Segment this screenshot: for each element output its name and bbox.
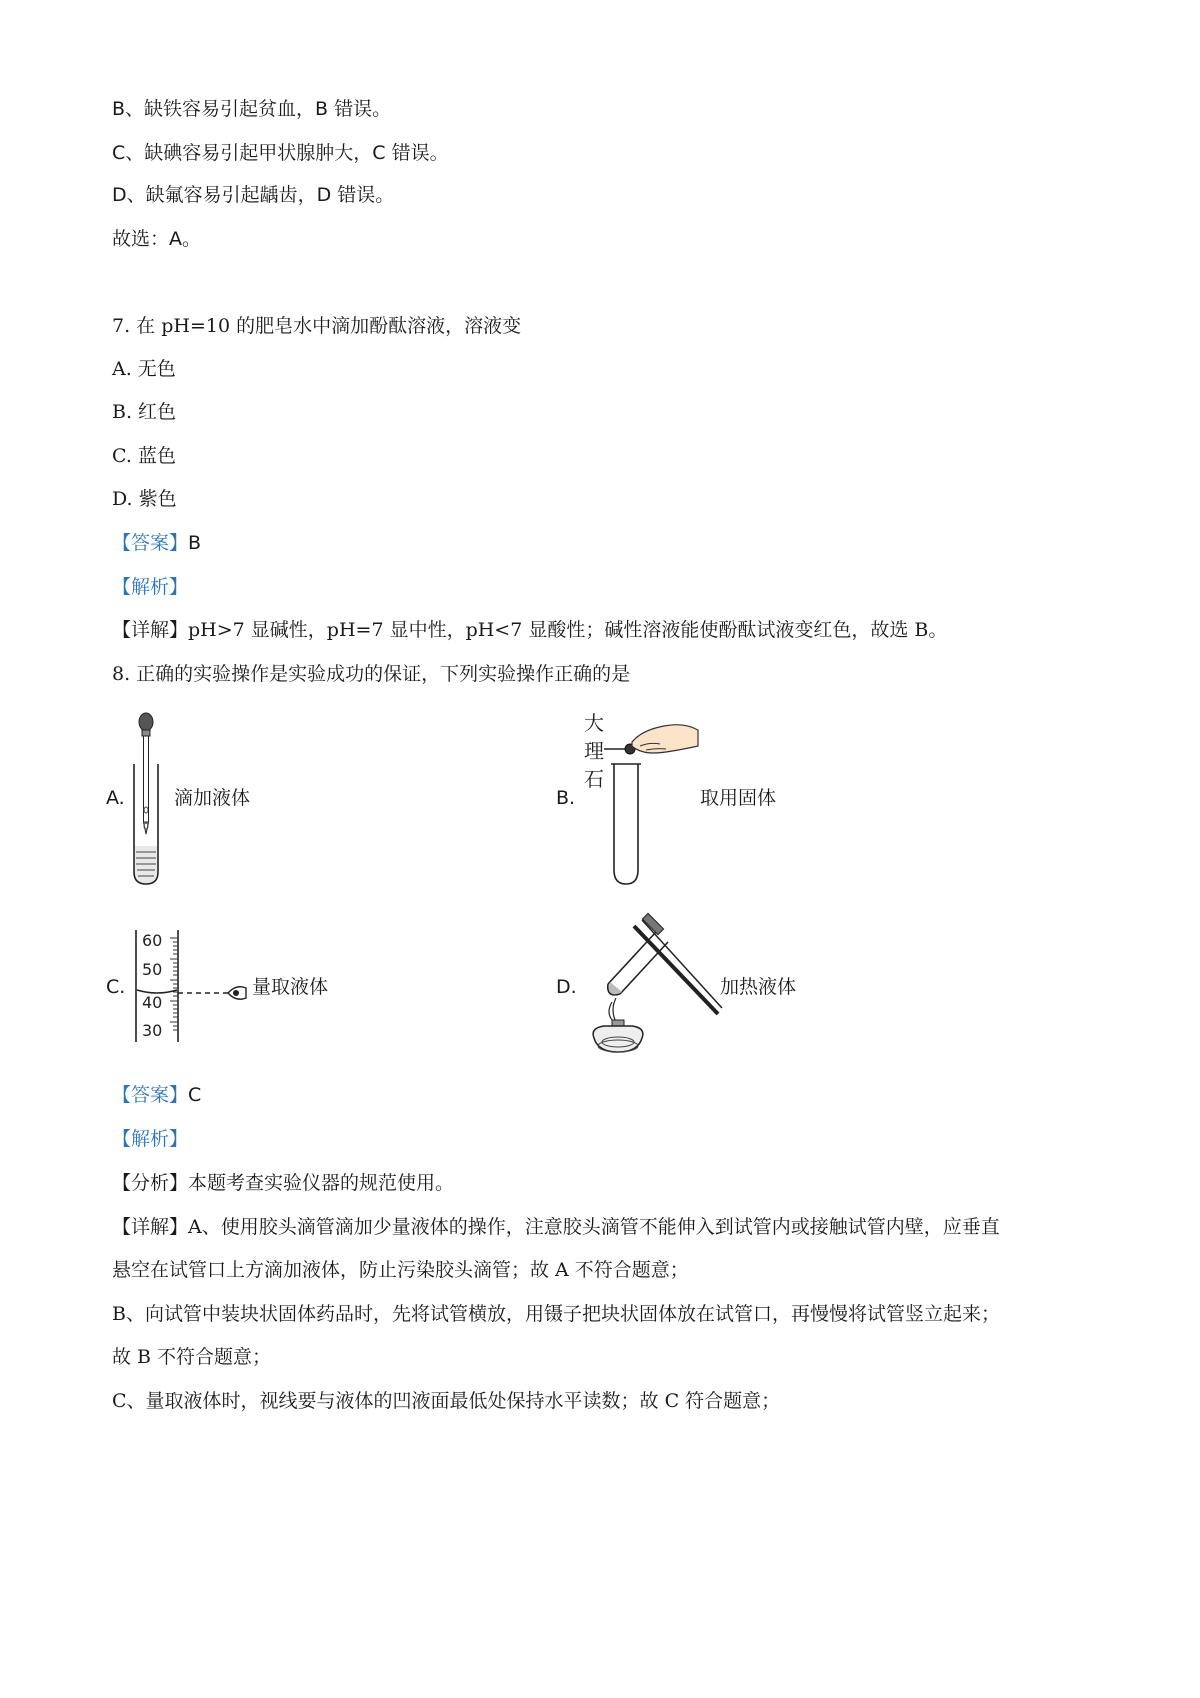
answer-choice: 故选：A。 (112, 228, 201, 250)
figure-d-letter: D. (556, 976, 577, 998)
alcohol-lamp-icon (593, 998, 643, 1052)
marble-label-char-2: 理 (584, 739, 604, 763)
marble-test-tube-figure (580, 702, 710, 888)
answer-line-c: C、缺碘容易引起甲状腺肿大，C 错误。 (112, 142, 449, 164)
scale-label-30: 30 (142, 1021, 163, 1040)
detail-tag: 【详解】 (112, 619, 189, 641)
heating-setup-figure (576, 912, 724, 1060)
q8-detail-b-line-2: 故 B 不符合题意； (112, 1346, 272, 1368)
test-tube-icon (608, 932, 668, 995)
q8-stem: 8. 正确的实验操作是实验成功的保证，下列实验操作正确的是 (112, 663, 631, 685)
figure-b-letter: B. (556, 787, 576, 809)
marble-label-char-3: 石 (584, 767, 604, 791)
figure-a-caption: 滴加液体 (174, 787, 251, 809)
scale-label-60: 60 (142, 931, 163, 950)
figure-a-letter: A. (106, 787, 125, 809)
figure-b-caption: 取用固体 (700, 787, 777, 809)
q8-analysis-tag: 【解析】 (112, 1128, 189, 1150)
answer-value: B (188, 532, 202, 554)
answer-value: C (188, 1084, 202, 1106)
answer-line-d: D、缺氟容易引起龋齿，D 错误。 (112, 184, 395, 206)
test-tube-icon (611, 764, 641, 884)
scale-label-40: 40 (142, 993, 163, 1012)
analysis-head-text: 本题考查实验仪器的规范使用。 (188, 1172, 455, 1194)
figure-c-letter: C. (106, 976, 126, 998)
q8-detail-b-line-1: B、向试管中装块状固体药品时，先将试管横放，用镊子把块状固体放在试管口，再慢慢将试管竖立起来； (112, 1303, 1000, 1325)
figure-d-caption: 加热液体 (720, 976, 797, 998)
q8-answer (112, 1083, 201, 1107)
q8-detail-a-line-2: 悬空在试管口上方滴加液体，防止污染胶头滴管；故 A 不符合题意； (112, 1259, 689, 1281)
scale-label-50: 50 (142, 960, 163, 979)
analysis-head-tag: 【分析】 (112, 1172, 189, 1194)
q8-analysis-head (112, 1171, 454, 1195)
detail-tag: 【详解】 (112, 1216, 189, 1238)
detail-a-text-1: A、使用胶头滴管滴加少量液体的操作，注意胶头滴管不能伸入到试管内或接触试管内壁，应垂直 (188, 1216, 1000, 1238)
q7-option-d: D. 紫色 (112, 488, 177, 510)
answer-tag: 【答案】 (112, 1084, 189, 1106)
q7-stem: 7. 在 pH=10 的肥皂水中滴加酚酞溶液，溶液变 (112, 315, 522, 337)
answer-tag: 【答案】 (112, 532, 189, 554)
q8-detail-c: C、量取液体时，视线要与液体的凹液面最低处保持水平读数；故 C 符合题意； (112, 1390, 781, 1412)
eye-icon (228, 987, 246, 999)
dropper-icon (139, 713, 153, 834)
q7-detail (112, 618, 947, 642)
graduated-cylinder-figure (130, 926, 248, 1046)
detail-text: pH>7 显碱性，pH=7 显中性，pH<7 显酸性；碱性溶液能使酚酞试液变红色，故选 B。 (188, 619, 948, 641)
q8-detail-a-line-1 (112, 1215, 1000, 1239)
dropper-test-tube-figure (126, 706, 166, 888)
q7-option-c: C. 蓝色 (112, 445, 176, 467)
q7-analysis-tag: 【解析】 (112, 576, 189, 598)
hand-icon (632, 725, 698, 753)
q7-option-a: A. 无色 (112, 358, 176, 380)
figure-c-caption: 量取液体 (252, 976, 329, 998)
answer-line-b: B、缺铁容易引起贫血，B 错误。 (112, 98, 392, 120)
q7-option-b: B. 红色 (112, 401, 177, 423)
marble-label-char-1: 大 (584, 711, 604, 735)
q7-answer (112, 531, 201, 555)
